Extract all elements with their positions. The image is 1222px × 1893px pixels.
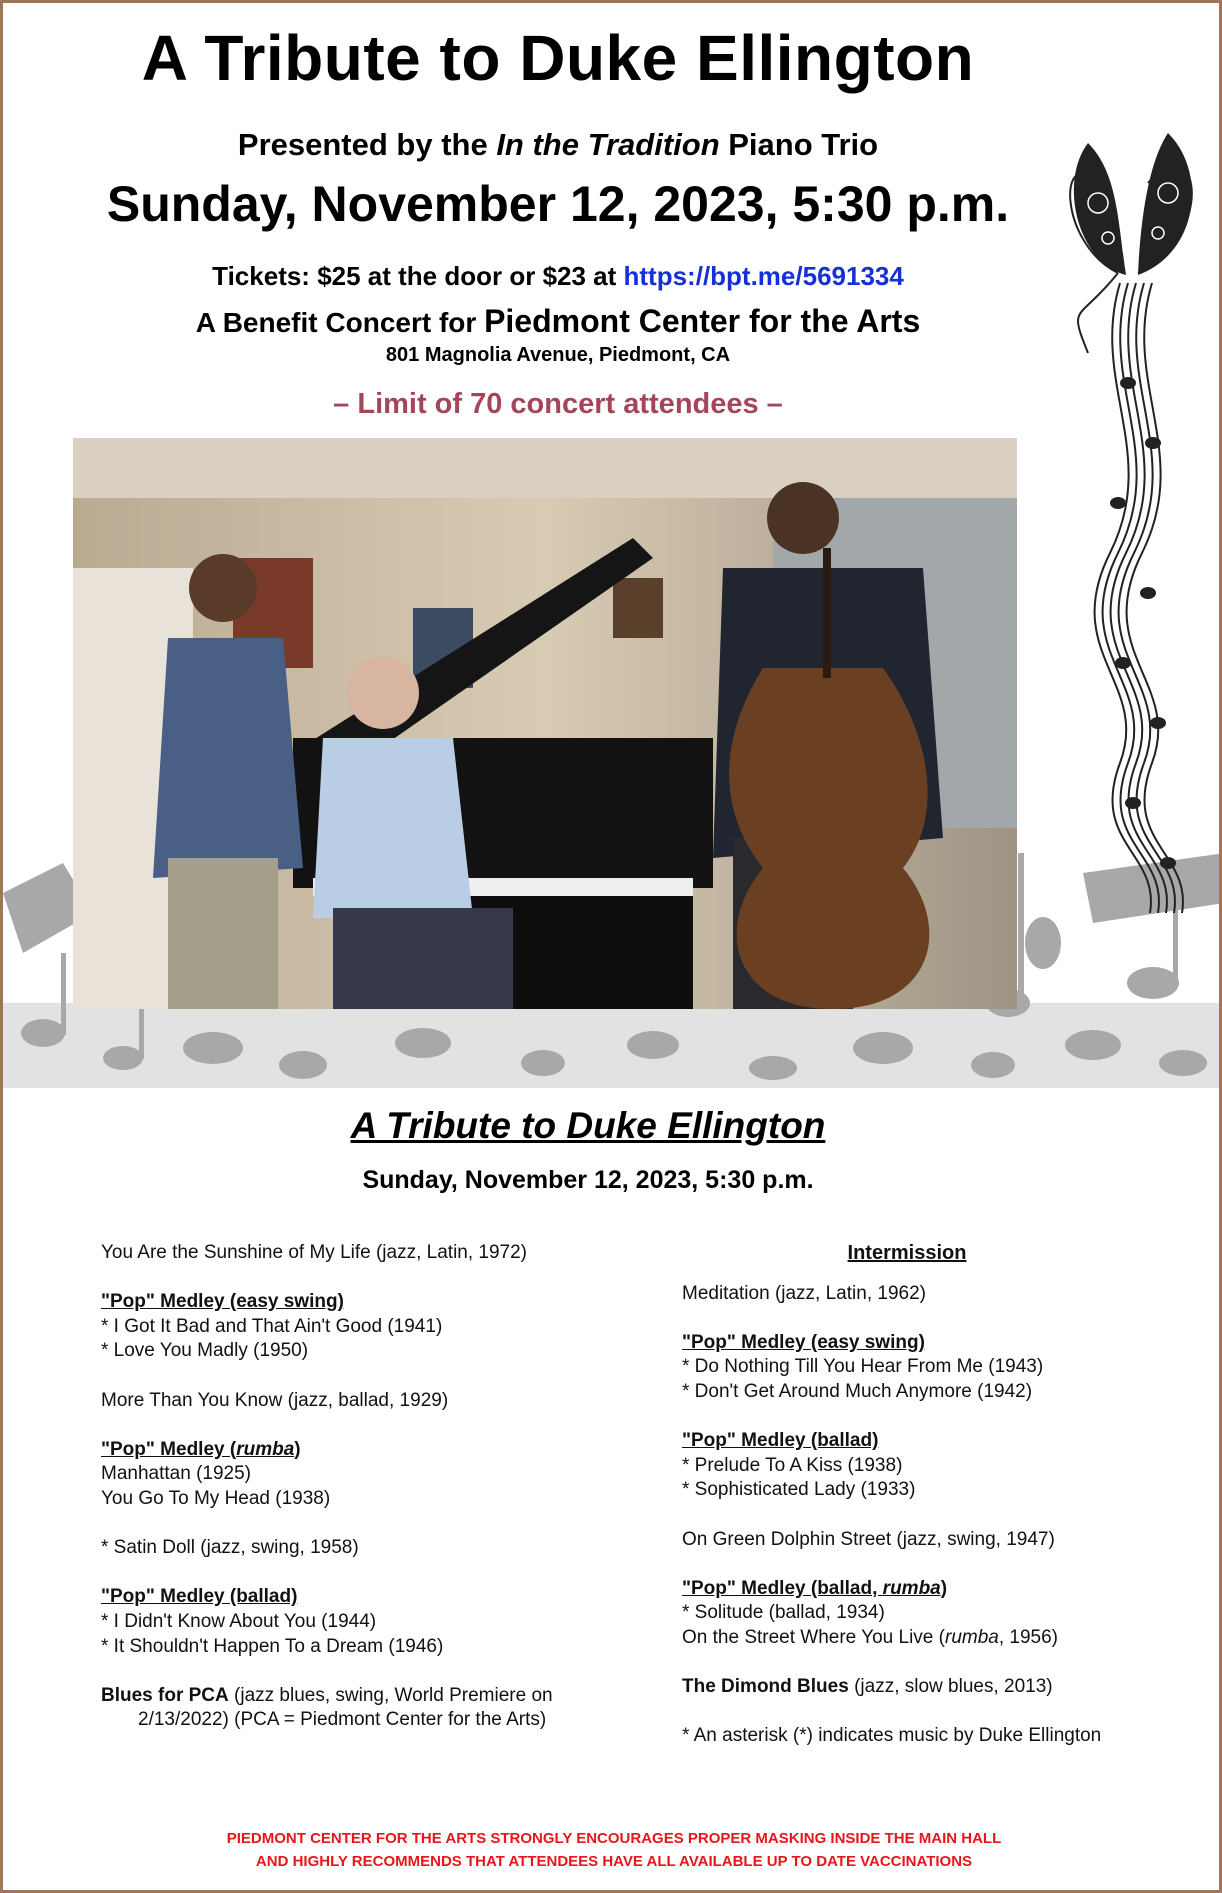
program-left-column bbox=[101, 1241, 621, 1733]
butterfly-music-staff-decoration bbox=[1058, 123, 1208, 913]
song-detail: (jazz blues, swing, World Premiere on bbox=[228, 1684, 553, 1706]
song-item: * Satin Doll (jazz, swing, 1958) bbox=[101, 1537, 359, 1559]
song-detail-continued: 2/13/2022) (PCA = Piedmont Center for the Arts) bbox=[138, 1709, 547, 1731]
song-item-dimond-blues bbox=[682, 1675, 1182, 1700]
health-notice bbox=[3, 1827, 1222, 1873]
program-right-column bbox=[682, 1241, 1182, 1749]
benefit-prefix: A Benefit Concert for bbox=[195, 307, 485, 338]
song-suffix: , 1956) bbox=[998, 1626, 1059, 1648]
tickets-line bbox=[3, 261, 1113, 292]
medley-heading-prefix: "Pop" Medley ( bbox=[101, 1438, 237, 1460]
song-item: * I Got It Bad and That Ain't Good (1941) bbox=[101, 1315, 443, 1337]
song-item: Meditation (jazz, Latin, 1962) bbox=[682, 1282, 926, 1304]
medley-heading-style: rumba bbox=[882, 1577, 941, 1599]
benefit-line bbox=[3, 303, 1113, 340]
attendee-limit: – Limit of 70 concert attendees – bbox=[333, 388, 783, 420]
tickets-price: Tickets: $25 at the door or $23 at bbox=[212, 261, 624, 291]
trio-photo bbox=[73, 438, 1017, 1009]
medley-heading: "Pop" Medley (easy swing) bbox=[101, 1291, 344, 1313]
health-notice-line2: AND HIGHLY RECOMMENDS THAT ATTENDEES HAVE ALL AVAILABLE UP TO DATE VACCINATIONS bbox=[255, 1853, 973, 1870]
venue-name: Piedmont Center for the Arts bbox=[484, 303, 921, 339]
song-item: * Prelude To A Kiss (1938) bbox=[682, 1454, 903, 1476]
song-item: On Green Dolphin Street (jazz, swing, 1947) bbox=[682, 1528, 1055, 1550]
song-title-bold: Blues for PCA bbox=[101, 1684, 229, 1706]
song-title-bold: The Dimond Blues bbox=[682, 1676, 849, 1698]
song-item: Manhattan (1925) bbox=[101, 1463, 251, 1485]
presenter-line bbox=[3, 127, 1113, 163]
song-item-blues-for-pca bbox=[101, 1684, 621, 1709]
medley-heading: "Pop" Medley (easy swing) bbox=[682, 1331, 925, 1353]
presented-suffix: Piano Trio bbox=[719, 127, 879, 162]
presented-prefix: Presented by the bbox=[237, 127, 497, 162]
trio-name: In the Tradition bbox=[496, 127, 720, 162]
song-item: * Sophisticated Lady (1933) bbox=[682, 1479, 916, 1501]
song-item bbox=[682, 1626, 1182, 1651]
song-detail: (jazz, slow blues, 2013) bbox=[848, 1676, 1053, 1698]
song-style: rumba bbox=[945, 1626, 999, 1648]
song-item: More Than You Know (jazz, ballad, 1929) bbox=[101, 1389, 449, 1411]
song-item: * I Didn't Know About You (1944) bbox=[101, 1610, 377, 1632]
tickets-link[interactable]: https://bpt.me/5691334 bbox=[623, 261, 904, 291]
song-item: * Don't Get Around Much Anymore (1942) bbox=[682, 1380, 1033, 1402]
medley-heading: "Pop" Medley (ballad) bbox=[682, 1430, 879, 1452]
asterisk-note: * An asterisk (*) indicates music by Duke Ellington bbox=[682, 1725, 1102, 1747]
intermission-heading: Intermission bbox=[847, 1242, 967, 1264]
program-date: Sunday, November 12, 2023, 5:30 p.m. bbox=[362, 1166, 814, 1194]
medley-heading-suffix: ) bbox=[940, 1577, 948, 1599]
event-title: A Tribute to Duke Ellington bbox=[141, 22, 975, 94]
medley-heading: "Pop" Medley (ballad) bbox=[101, 1586, 298, 1608]
event-date: Sunday, November 12, 2023, 5:30 p.m. bbox=[106, 176, 1010, 232]
medley-heading-suffix: ) bbox=[294, 1438, 301, 1460]
medley-heading bbox=[101, 1438, 621, 1463]
medley-heading-prefix: "Pop" Medley (ballad, bbox=[682, 1577, 883, 1599]
health-notice-line1: PIEDMONT CENTER FOR THE ARTS STRONGLY ENCOURAGES PROPER MASKING INSIDE THE MAIN HALL bbox=[226, 1830, 1002, 1847]
song-item: You Are the Sunshine of My Life (jazz, Latin, 1972) bbox=[101, 1242, 528, 1263]
song-item: * Love You Madly (1950) bbox=[101, 1340, 309, 1362]
venue-address: 801 Magnolia Avenue, Piedmont, CA bbox=[385, 344, 731, 366]
medley-heading bbox=[682, 1577, 1182, 1602]
song-item: * Do Nothing Till You Hear From Me (1943) bbox=[682, 1356, 1044, 1378]
song-item: * It Shouldn't Happen To a Dream (1946) bbox=[101, 1635, 444, 1657]
song-item: * Solitude (ballad, 1934) bbox=[682, 1602, 885, 1624]
song-prefix: On the Street Where You Live ( bbox=[682, 1626, 945, 1648]
song-item: You Go To My Head (1938) bbox=[101, 1487, 331, 1509]
medley-heading-style: rumba bbox=[236, 1438, 295, 1460]
program-title: A Tribute to Duke Ellington bbox=[350, 1105, 826, 1146]
